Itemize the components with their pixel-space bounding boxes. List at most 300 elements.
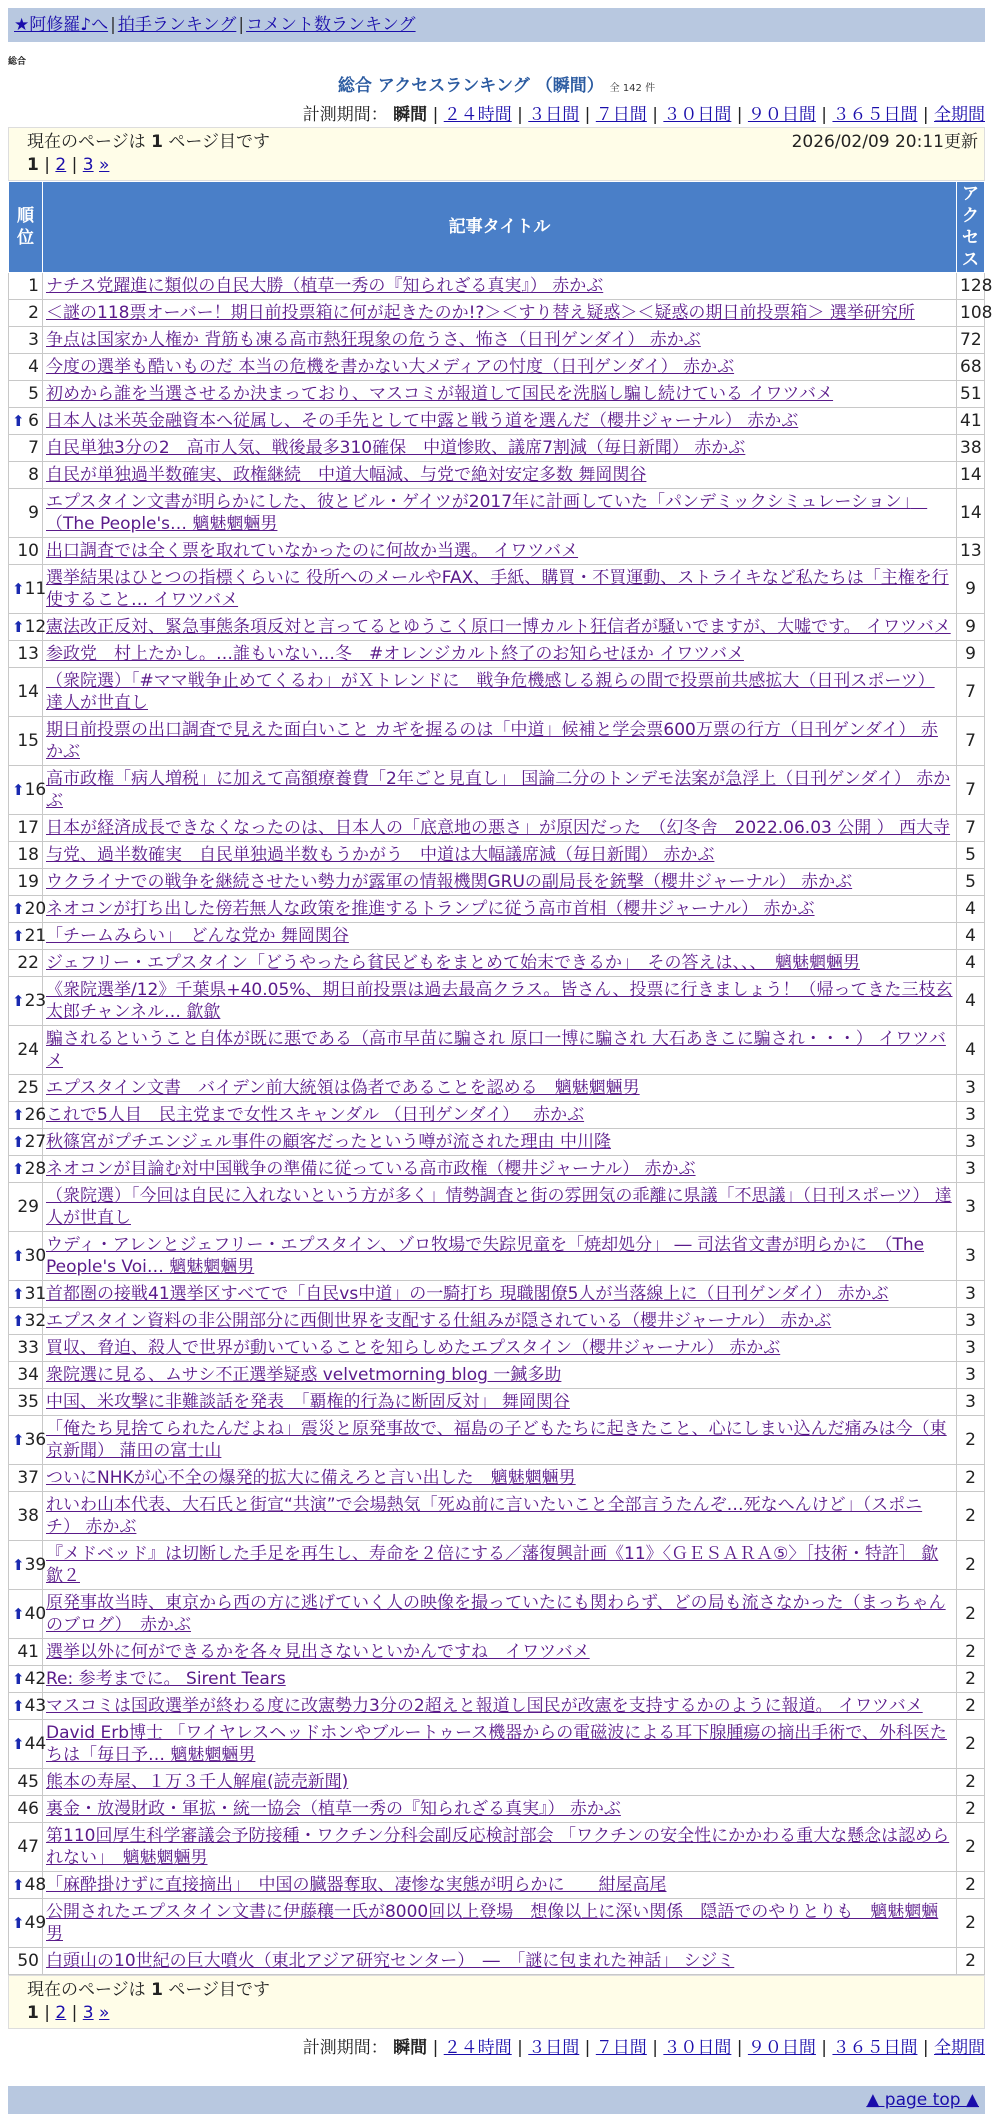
access-count: 2 — [957, 1639, 985, 1666]
period-link[interactable]: ９０日間 — [747, 105, 816, 125]
period-link[interactable]: 全期間 — [934, 2038, 985, 2058]
table-row — [9, 950, 985, 977]
period-separator: | — [917, 2038, 934, 2058]
period-separator: | — [511, 2038, 529, 2058]
access-count: 5 — [957, 869, 985, 896]
article-link[interactable]: 『メドベッド』は切断した手足を再生し、寿命を２倍にする／藩復興計画《11》〈ＧＥＳＡＲＡ⑤〉［技術・特許］ 歙歙２ — [46, 1544, 939, 1586]
rank-cell — [9, 869, 43, 896]
title-cell — [43, 1129, 957, 1156]
article-link[interactable]: David Erb博士 「ワイヤレスヘッドホンやブルートゥース機器からの電磁波による耳下腺腫瘍の摘出手術で、外科医たちは「毎日予… 魑魅魍魎男 — [46, 1723, 947, 1765]
article-link[interactable]: 選挙結果はひとつの指標くらいに 役所へのメールやFAX、手紙、購買・不買運動、ストライキなど私たちは「主権を行使すること… イワツバメ — [46, 568, 949, 610]
page-info-suffix: ページ目です — [162, 1980, 270, 2000]
page-link[interactable]: 3 — [82, 155, 94, 175]
rank-up-icon: ⬆ — [12, 781, 25, 799]
title-cell — [43, 842, 957, 869]
rank-cell — [9, 977, 47, 1026]
title-cell — [43, 1639, 957, 1666]
access-count: 5 — [957, 842, 985, 869]
total-count: 全 142 件 — [609, 83, 656, 94]
table-row — [9, 354, 985, 381]
table-row — [9, 1183, 985, 1232]
title-cell — [43, 1769, 957, 1796]
article-link[interactable]: 「俺たち見捨てられたんだよね」震災と原発事故で、福島の子どもたちに起きたこと、心にしまい込んだ痛みは今（東京新聞） 蒲田の富士山 — [46, 1419, 947, 1461]
rank-number: 19 — [17, 872, 39, 892]
rank-number: 11 — [24, 579, 47, 599]
access-count: 14 — [957, 462, 985, 489]
title-cell — [43, 565, 957, 614]
article-link[interactable]: 《衆院選挙/12》千葉県+40.05%、期日前投票は過去最高クラス。皆さん、投票に行きましょう！（帰ってきた三枝玄太郎チャンネル… 歙歙 — [46, 980, 953, 1022]
rank-cell — [9, 273, 43, 300]
access-count: 3 — [957, 1075, 985, 1102]
rank-up-icon: ⬆ — [12, 1556, 25, 1574]
page-info-number: 1 — [151, 1980, 163, 2000]
access-count: 108 — [957, 300, 985, 327]
rank-number: 44 — [24, 1734, 47, 1754]
period-link[interactable]: ３０日間 — [663, 2038, 732, 2058]
title-cell — [43, 896, 957, 923]
article-link[interactable]: 出口調査では全く票を取れていなかったのに何故か当選。 イワツバメ — [46, 541, 579, 561]
access-count: 3 — [957, 1156, 985, 1183]
rank-cell — [9, 1899, 47, 1948]
rank-up-icon: ⬆ — [12, 1876, 25, 1894]
access-count: 3 — [957, 1389, 985, 1416]
access-count: 2 — [957, 1416, 985, 1465]
rank-number: 1 — [28, 276, 39, 296]
rank-number: 16 — [24, 780, 47, 800]
title-cell — [43, 1075, 957, 1102]
rank-number: 3 — [28, 330, 39, 350]
article-link[interactable]: 中国、米攻撃に非難談話を発表 「覇権的行為に断固反対」 舞岡関谷 — [46, 1392, 570, 1412]
rank-number: 48 — [24, 1875, 47, 1895]
period-separator: | — [579, 105, 596, 125]
rank-number: 34 — [17, 1365, 39, 1385]
title-cell — [43, 869, 957, 896]
article-link[interactable]: 白頭山の10世紀の巨大噴火（東北アジア研究センター） ― 「謎に包まれた神話」 シジミ — [46, 1951, 735, 1971]
access-count: 9 — [957, 614, 985, 641]
article-link[interactable]: 騙されるということ自体が既に悪である（高市早苗に騙され 原口一博に騙され 大石あきこに騙され・・・） イワツバメ — [46, 1029, 946, 1071]
rank-number: 47 — [17, 1837, 39, 1857]
rank-number: 49 — [24, 1913, 47, 1933]
access-count: 2 — [957, 1590, 985, 1639]
access-count: 13 — [957, 538, 985, 565]
period-link[interactable]: ３６５日間 — [832, 105, 918, 125]
access-count: 3 — [957, 1102, 985, 1129]
article-link[interactable]: 初めから誰を当選させるか決まっており、マスコミが報道して国民を洗脳し騙し続けている イワツバメ — [46, 384, 834, 404]
rank-up-icon: ⬆ — [12, 580, 25, 598]
article-link[interactable]: 今度の選挙も酷いものだ 本当の危機を書かない大メディアの忖度（日刊ゲンダイ） 赤かぶ — [46, 357, 735, 377]
rank-up-icon: ⬆ — [12, 1735, 25, 1753]
rank-number: 13 — [17, 644, 39, 664]
article-link[interactable]: 裏金・放漫財政・軍拡・統一協会（植草一秀の『知られざる真実』） 赤かぶ — [46, 1799, 621, 1819]
table-row — [9, 538, 985, 565]
rank-cell — [9, 950, 43, 977]
rank-cell — [9, 1075, 43, 1102]
rank-number: 12 — [24, 617, 47, 637]
title-cell — [43, 1823, 957, 1872]
table-row — [9, 1872, 985, 1899]
nav-separator: | — [238, 15, 245, 35]
table-row — [9, 896, 985, 923]
table-row — [9, 641, 985, 668]
page-info-number: 1 — [151, 132, 163, 152]
title-cell — [43, 435, 957, 462]
title-cell — [43, 1232, 957, 1281]
period-separator: | — [815, 2038, 833, 2058]
rank-number: 5 — [28, 384, 39, 404]
article-link[interactable]: 公開されたエプスタイン文書に伊藤穰一氏が8000回以上登場 想像以上に深い関係 隠語でのやりとりも 魑魅魍魎男 — [46, 1902, 939, 1944]
period-selector — [8, 2033, 985, 2058]
period-link[interactable]: ２４時間 — [443, 2038, 512, 2058]
nav-link-comment-ranking[interactable]: コメント数ランキング — [246, 15, 416, 35]
rank-number: 39 — [24, 1555, 47, 1575]
article-link[interactable]: ネオコンが目論む対中国戦争の準備に従っている高市政権（櫻井ジャーナル） 赤かぶ — [46, 1159, 696, 1179]
article-link[interactable]: 日本が経済成長できなくなったのは、日本人の「底意地の悪さ」が原因だった （幻冬舎 2022.06.03 公開 ） 西大寺 — [46, 818, 951, 838]
table-row — [9, 1899, 985, 1948]
article-link[interactable]: 自民単独3分の2 高市人気、戦後最多310確保 中道惨敗、議席7割減（毎日新聞） 赤かぶ — [46, 438, 746, 458]
access-count: 2 — [957, 1720, 985, 1769]
title-cell — [43, 1281, 957, 1308]
table-row — [9, 1541, 985, 1590]
rank-cell — [9, 489, 43, 538]
article-link[interactable]: 与党、過半数確実 自民単独過半数もうかがう 中道は大幅議席減（毎日新聞） 赤かぶ — [46, 845, 715, 865]
page-current: 1 — [27, 2003, 39, 2023]
access-count: 3 — [957, 1362, 985, 1389]
article-link[interactable]: （衆院選）「今回は自民に入れないという方が多く」情勢調査と街の雰囲気の乖離に県議「不思議」（日刊スポーツ） 達人が世直し — [46, 1186, 952, 1228]
page-info-prefix: 現在のページは — [27, 132, 152, 152]
article-link[interactable]: 原発事故当時、東京から西の方に逃げていく人の映像を撮っていたにも関わらず、どの局も流さなかった（まっちゃんのブログ） 赤かぶ — [46, 1593, 946, 1635]
rank-number: 9 — [28, 503, 39, 523]
title-cell — [43, 1720, 957, 1769]
access-count: 2 — [957, 1541, 985, 1590]
rank-cell — [9, 1872, 47, 1899]
rank-cell — [9, 1129, 47, 1156]
table-row — [9, 435, 985, 462]
table-header-row — [9, 182, 985, 273]
title-cell — [43, 1335, 957, 1362]
title-cell — [43, 327, 957, 354]
page-title — [0, 71, 993, 96]
title-cell — [43, 1026, 957, 1075]
period-link[interactable]: ７日間 — [595, 105, 647, 125]
article-link[interactable]: 首都圏の接戦41選挙区すべてで「自民vs中道」の一騎打ち 現職閣僚5人が当落線上に（日刊ゲンダイ） 赤かぶ — [46, 1284, 889, 1304]
rank-cell — [9, 1465, 43, 1492]
article-link[interactable]: エプスタイン文書 バイデン前大統領は偽者であることを認める 魑魅魍魎男 — [46, 1078, 640, 1098]
rank-number: 25 — [17, 1078, 39, 1098]
period-current: 瞬間 — [393, 2038, 428, 2058]
table-row — [9, 1769, 985, 1796]
title-cell — [43, 1666, 957, 1693]
table-row — [9, 977, 985, 1026]
rank-number: 27 — [24, 1132, 47, 1152]
access-count: 9 — [957, 565, 985, 614]
access-count: 2 — [957, 1666, 985, 1693]
page-link[interactable]: 3 — [82, 2003, 94, 2023]
article-link[interactable]: ナチス党躍進に類似の自民大勝（植草一秀の『知られざる真実』） 赤かぶ — [46, 276, 604, 296]
table-row — [9, 1232, 985, 1281]
title-cell — [43, 1899, 957, 1948]
rank-cell — [9, 842, 43, 869]
rank-number: 18 — [17, 845, 39, 865]
table-row — [9, 565, 985, 614]
article-link[interactable]: エプスタイン資料の非公開部分に西側世界を支配する仕組みが隠されている（櫻井ジャーナル） 赤かぶ — [46, 1311, 832, 1331]
rank-number: 42 — [24, 1669, 47, 1689]
page-separator: | — [66, 155, 83, 175]
article-link[interactable]: 参政党 村上たかし。…誰もいない…冬 #オレンジカルト終了のお知らせほか イワツバメ — [46, 644, 744, 664]
article-link[interactable]: ついにNHKが心不全の爆発的拡大に備えろと言い出した 魑魅魍魎男 — [46, 1468, 576, 1488]
table-row — [9, 1416, 985, 1465]
rank-number: 10 — [17, 541, 39, 561]
access-count: 3 — [957, 1129, 985, 1156]
period-separator: | — [815, 105, 833, 125]
title-cell — [43, 408, 957, 435]
table-row — [9, 869, 985, 896]
rank-number: 17 — [17, 818, 39, 838]
rank-number: 36 — [24, 1430, 47, 1450]
rank-number: 8 — [28, 465, 39, 485]
category-label: 総合 — [8, 57, 27, 67]
article-link[interactable]: 争点は国家か人権か 背筋も凍る高市熱狂現象の危うさ、怖さ（日刊ゲンダイ） 赤かぶ — [46, 330, 701, 350]
rank-up-icon: ⬆ — [12, 1247, 25, 1265]
rank-cell — [9, 381, 43, 408]
rank-number: 22 — [17, 953, 39, 973]
period-link[interactable]: ２４時間 — [443, 105, 512, 125]
rank-cell — [9, 717, 43, 766]
article-link[interactable]: 日本人は米英金融資本へ従属し、その手先として中露と戦う道を選んだ（櫻井ジャーナル） 赤かぶ — [46, 411, 799, 431]
rank-cell — [9, 1102, 47, 1129]
rank-cell — [9, 1720, 47, 1769]
article-link[interactable]: ウディ・アレンとジェフリー・エプスタイン、ゾロ牧場で失踪児童を「焼却処分」 ― 司法省文書が明らかに （The People's Voi… 魑魅魍魎男 — [46, 1235, 925, 1277]
article-link[interactable]: 憲法改正反対、緊急事態条項反対と言ってるとゆうこく原口一博カルト狂信者が騒いでますが、大嘘です。 イワツバメ — [46, 617, 951, 637]
article-link[interactable]: （衆院選）「#ママ戦争止めてくるわ」がＸトレンドに 戦争危機感しる親らの間で投票前共感拡大（日刊スポーツ） 達人が世直し — [46, 671, 935, 713]
table-row — [9, 273, 985, 300]
table-row — [9, 300, 985, 327]
page-top-link[interactable]: ▲ page top ▲ — [866, 2090, 979, 2110]
access-count: 38 — [957, 435, 985, 462]
table-row — [9, 1639, 985, 1666]
rank-up-icon: ⬆ — [12, 1312, 25, 1330]
article-link[interactable]: 「麻酔掛けずに直接摘出」 中国の臓器奪取、凄惨な実態が明らかに 紺屋高尾 — [46, 1875, 667, 1895]
rank-cell — [9, 614, 47, 641]
header-title: 記事タイトル — [43, 182, 957, 273]
access-count: 128 — [957, 273, 985, 300]
period-separator: | — [731, 2038, 748, 2058]
page-link[interactable]: 2 — [55, 2003, 67, 2023]
rank-up-icon: ⬆ — [12, 1914, 25, 1932]
period-link[interactable]: ３０日間 — [663, 105, 732, 125]
rank-number: 31 — [24, 1284, 47, 1304]
access-count: 41 — [957, 408, 985, 435]
access-count: 72 — [957, 327, 985, 354]
article-link[interactable]: 買収、脅迫、殺人で世界が動いていることを知らしめたエプスタイン（櫻井ジャーナル） 赤かぶ — [46, 1338, 781, 1358]
period-separator: | — [432, 105, 444, 125]
title-cell — [43, 489, 957, 538]
pager-box-top — [8, 127, 985, 181]
rank-cell — [9, 1769, 43, 1796]
title-cell — [43, 815, 957, 842]
title-cell — [43, 766, 957, 815]
title-cell — [43, 1693, 957, 1720]
rank-up-icon: ⬆ — [12, 412, 25, 430]
title-cell — [43, 1183, 957, 1232]
article-link[interactable]: 衆院選に見る、ムサシ不正選挙疑惑 velvetmorning blog 一鍼多助 — [46, 1365, 562, 1385]
article-link[interactable]: マスコミは国政選挙が終わる度に改憲勢力3分の2超えと報道し国民が改憲を支持するかのように報道。 イワツバメ — [46, 1696, 923, 1716]
article-link[interactable]: 「チームみらい」 どんな党か 舞岡関谷 — [46, 926, 349, 946]
article-link[interactable]: ネオコンが打ち出した傍若無人な政策を推進するトランプに従う高市首相（櫻井ジャーナル） 赤かぶ — [46, 899, 815, 919]
rank-up-icon: ⬆ — [12, 1106, 25, 1124]
period-separator: | — [646, 105, 664, 125]
rank-number: 45 — [17, 1772, 39, 1792]
rank-up-icon: ⬆ — [12, 1431, 25, 1449]
rank-cell — [9, 1823, 43, 1872]
period-label: 計測期間： — [302, 105, 388, 125]
access-count: 7 — [957, 766, 985, 815]
article-link[interactable]: 自民が単独過半数確実、政権継続 中道大幅減、与党で絶対安定多数 舞岡関谷 — [46, 465, 647, 485]
page-separator: | — [38, 155, 56, 175]
access-count: 4 — [957, 896, 985, 923]
access-count: 7 — [957, 815, 985, 842]
title-cell — [43, 354, 957, 381]
rank-number: 20 — [24, 899, 47, 919]
period-selector — [8, 100, 985, 125]
access-count: 4 — [957, 950, 985, 977]
access-count: 2 — [957, 1492, 985, 1541]
page-info — [27, 1978, 270, 2002]
title-cell — [43, 462, 957, 489]
rank-cell — [9, 1590, 47, 1639]
title-cell — [43, 381, 957, 408]
nav-separator: | — [110, 15, 116, 35]
rank-cell — [9, 923, 47, 950]
table-row — [9, 1389, 985, 1416]
nav-link-asyura[interactable]: ★阿修羅♪へ — [14, 15, 109, 35]
article-link[interactable]: これで5人目 民主党まで女性スキャンダル （日刊ゲンダイ） 赤かぶ — [46, 1105, 585, 1125]
rank-number: 43 — [24, 1696, 47, 1716]
article-link[interactable]: 第110回厚生科学審議会予防接種・ワクチン分科会副反応検討部会 「ワクチンの安全性にかかわる重大な懸念は認められない」 魑魅魍魎男 — [46, 1826, 950, 1868]
access-count: 2 — [957, 1769, 985, 1796]
article-link[interactable]: ジェフリー・エプスタイン「どうやったら貧民どもをまとめて始末できるか」 その答えは、、、 魑魅魍魎男 — [46, 953, 860, 973]
access-count: 4 — [957, 1026, 985, 1075]
rank-cell — [9, 1335, 43, 1362]
access-count: 3 — [957, 1281, 985, 1308]
nav-link-clap-ranking[interactable]: 拍手ランキング — [117, 15, 237, 35]
title-cell — [43, 273, 957, 300]
access-count: 2 — [957, 1465, 985, 1492]
article-link[interactable]: ＜謎の118票オーバー！期日前投票箱に何が起きたのか!?＞＜すり替え疑惑＞＜疑惑の期日前投票箱＞ 選挙研究所 — [46, 303, 915, 323]
page-next-link[interactable]: » — [99, 155, 110, 175]
article-link[interactable]: 熊本の寿屋、１万３千人解雇(読売新聞) — [46, 1772, 349, 1792]
page-title-text: 総合 アクセスランキング （瞬間） — [337, 76, 604, 96]
header-access: アクセス — [957, 182, 985, 273]
table-row — [9, 1362, 985, 1389]
table-row — [9, 1308, 985, 1335]
rank-cell — [9, 1232, 47, 1281]
title-cell — [43, 1541, 957, 1590]
rank-number: 4 — [28, 357, 39, 377]
access-count: 3 — [957, 1308, 985, 1335]
table-row — [9, 668, 985, 717]
rank-cell — [9, 1389, 43, 1416]
period-link[interactable]: 全期間 — [934, 105, 985, 125]
rank-cell — [9, 1639, 43, 1666]
rank-cell — [9, 408, 43, 435]
table-row — [9, 408, 985, 435]
rank-number: 29 — [17, 1197, 39, 1217]
access-count: 4 — [957, 977, 985, 1026]
title-cell — [43, 641, 957, 668]
article-link[interactable]: ウクライナでの戦争を継続させたい勢力が露軍の情報機関GRUの副局長を銃撃（櫻井ジャーナル） 赤かぶ — [46, 872, 853, 892]
title-cell — [43, 717, 957, 766]
ranking-table — [8, 181, 993, 1975]
rank-cell — [9, 766, 47, 815]
rank-number: 24 — [17, 1040, 39, 1060]
rank-cell — [9, 896, 47, 923]
table-row — [9, 1465, 985, 1492]
access-count: 51 — [957, 381, 985, 408]
article-link[interactable]: 高市政権「病人増税」に加えて高額療養費「2年ごと見直し」 国論二分のトンデモ法案が急浮上（日刊ゲンダイ） 赤かぶ — [46, 769, 951, 811]
rank-number: 21 — [24, 926, 47, 946]
article-link[interactable]: 秋篠宮がプチエンジェル事件の顧客だったという噂が流された理由 中川隆 — [46, 1132, 611, 1152]
article-link[interactable]: Re: 参考までに。 Sirent Tears — [46, 1669, 286, 1689]
rank-up-icon: ⬆ — [12, 1133, 25, 1151]
article-link[interactable]: エプスタイン文書が明らかにした、彼とビル・ゲイツが2017年に計画していた「パンデミックシミュレーション」 （The People's… 魑魅魍魎男 — [46, 492, 928, 534]
page-separator: | — [66, 2003, 83, 2023]
rank-cell — [9, 1156, 47, 1183]
page-next-link[interactable]: » — [99, 2003, 110, 2023]
rank-cell — [9, 1666, 47, 1693]
access-count: 68 — [957, 354, 985, 381]
article-link[interactable]: れいわ山本代表、大石氏と街宣“共演”で会場熱気「死ぬ前に言いたいこと全部言うたんぞ…死なへんけど」（スポニチ） 赤かぶ — [46, 1495, 923, 1537]
table-row — [9, 1129, 985, 1156]
access-count: 9 — [957, 641, 985, 668]
rank-number: 6 — [28, 411, 39, 431]
rank-number: 38 — [17, 1506, 39, 1526]
rank-up-icon: ⬆ — [12, 992, 25, 1010]
period-link[interactable]: ９０日間 — [747, 2038, 816, 2058]
rank-number: 30 — [24, 1246, 47, 1266]
rank-up-icon: ⬆ — [12, 1670, 25, 1688]
period-link[interactable]: ３日間 — [528, 2038, 580, 2058]
access-count: 4 — [957, 923, 985, 950]
page-separator: | — [38, 2003, 56, 2023]
page-info — [27, 130, 270, 154]
title-cell — [43, 614, 957, 641]
rank-number: 40 — [24, 1604, 47, 1624]
period-separator: | — [917, 105, 934, 125]
period-link[interactable]: ３６５日間 — [832, 2038, 918, 2058]
rank-number: 41 — [17, 1642, 39, 1662]
article-link[interactable]: 期日前投票の出口調査で見えた面白いこと カギを握るのは「中道」候補と学会票600万票の行方（日刊ゲンダイ） 赤かぶ — [46, 720, 938, 762]
rank-cell — [9, 1796, 43, 1823]
article-link[interactable]: 選挙以外に何ができるかを各々見出さないといかんですね イワツバメ — [46, 1642, 590, 1662]
period-separator: | — [579, 2038, 596, 2058]
table-row — [9, 766, 985, 815]
period-separator: | — [432, 2038, 444, 2058]
period-link[interactable]: ３日間 — [528, 105, 580, 125]
page-link[interactable]: 2 — [55, 155, 67, 175]
period-link[interactable]: ７日間 — [595, 2038, 647, 2058]
rank-number: 28 — [24, 1159, 47, 1179]
rank-number: 46 — [17, 1799, 39, 1819]
table-row — [9, 1102, 985, 1129]
pager-box-bottom — [8, 1975, 985, 2029]
access-count: 2 — [957, 1872, 985, 1899]
rank-cell — [9, 1948, 43, 1975]
access-count: 2 — [957, 1948, 985, 1975]
access-count: 7 — [957, 717, 985, 766]
table-row — [9, 1823, 985, 1872]
title-cell — [43, 1872, 957, 1899]
table-row — [9, 1948, 985, 1975]
